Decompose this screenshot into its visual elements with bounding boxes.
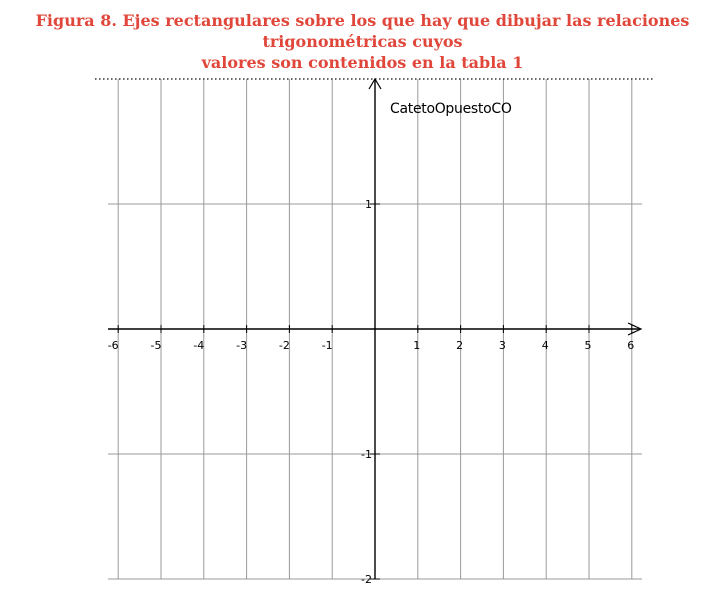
x-tick-label: -2 [278,339,290,352]
x-tick-label: -6 [107,339,119,352]
x-tick-label: -3 [236,339,248,352]
y-axis-label: CatetoOpuestoCO [390,101,512,117]
x-tick-label: 6 [627,339,635,352]
y-tick-label: 1 [365,198,372,211]
x-tick-label: 3 [498,339,506,352]
x-tick-label: -4 [193,339,205,352]
caption-line-1: Figura 8. Ejes rectangulares sobre los que hay que dibujar las relaciones trigonométricas cuyos [35,11,690,51]
x-tick-label: -5 [150,339,162,352]
x-tick-label: -1 [321,339,333,352]
x-tick-label: 2 [456,339,464,352]
y-tick-label: -1 [361,448,372,461]
x-tick-label: 1 [413,339,421,352]
y-axis-ticks [361,198,380,586]
x-tick-label: 5 [584,339,592,352]
y-tick-label: -2 [361,573,372,586]
x-tick-label: 4 [541,339,549,352]
caption-line-2: valores son contenidos en la tabla 1 [201,53,524,72]
axes [108,79,641,579]
